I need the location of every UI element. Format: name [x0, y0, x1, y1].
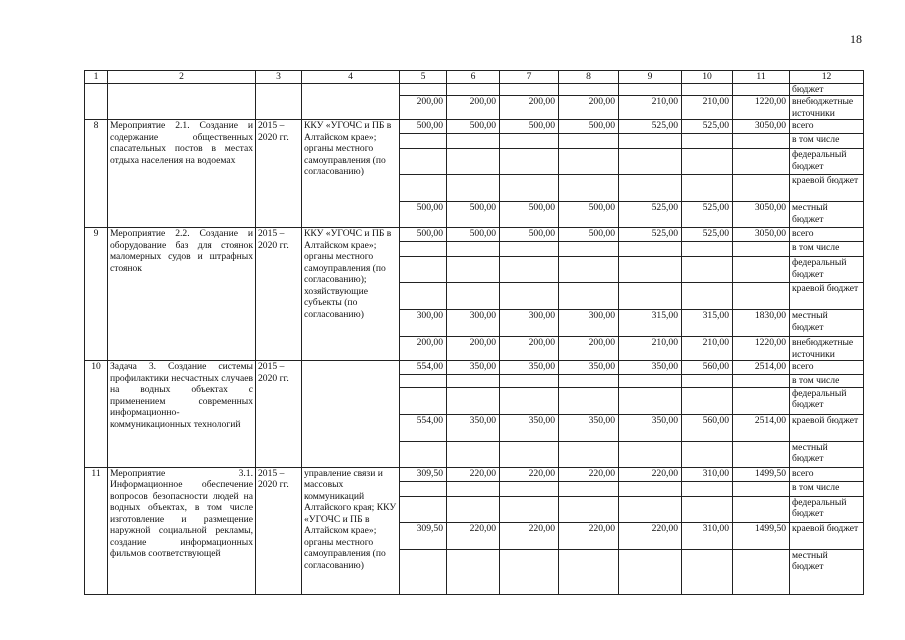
source-cell: всего: [790, 120, 864, 134]
page-number: 18: [850, 32, 862, 46]
column-number: 1: [85, 71, 108, 84]
amount-cell: 200,00: [559, 337, 619, 361]
amount-cell: [619, 149, 682, 175]
amount-cell: [619, 83, 682, 96]
amount-cell: [400, 549, 447, 594]
amount-cell: [559, 134, 619, 149]
column-number: 7: [500, 71, 559, 84]
amount-cell: 300,00: [447, 310, 500, 337]
source-cell: в том числе: [790, 481, 864, 496]
amount-cell: [733, 242, 790, 257]
amount-cell: [733, 257, 790, 283]
source-cell: федеральный бюджет: [790, 149, 864, 175]
column-number: 12: [790, 71, 864, 84]
amount-cell: [447, 283, 500, 310]
amount-cell: 220,00: [619, 522, 682, 549]
amount-cell: [682, 496, 733, 522]
amount-cell: 350,00: [447, 414, 500, 441]
amount-cell: 1499,50: [733, 522, 790, 549]
source-cell: местный бюджет: [790, 441, 864, 467]
amount-cell: 310,00: [682, 467, 733, 481]
amount-cell: [559, 175, 619, 202]
source-cell: федеральный бюджет: [790, 257, 864, 283]
source-cell: федеральный бюджет: [790, 496, 864, 522]
amount-cell: [447, 387, 500, 414]
amount-cell: [500, 549, 559, 594]
amount-cell: 554,00: [400, 361, 447, 375]
amount-cell: 315,00: [682, 310, 733, 337]
activity-name: Мероприятие 2.1. Создание и содержание общественных спасательных постов в местах отдыха населения на водоемах: [108, 120, 256, 228]
amount-cell: 500,00: [447, 120, 500, 134]
amount-cell: 220,00: [500, 467, 559, 481]
amount-cell: 500,00: [500, 228, 559, 242]
source-cell: краевой бюджет: [790, 175, 864, 202]
amount-cell: [400, 242, 447, 257]
amount-cell: 300,00: [500, 310, 559, 337]
source-cell: в том числе: [790, 242, 864, 257]
amount-cell: 350,00: [619, 361, 682, 375]
amount-cell: 525,00: [619, 202, 682, 228]
amount-cell: [619, 481, 682, 496]
column-number: 6: [447, 71, 500, 84]
amount-cell: [559, 257, 619, 283]
amount-cell: 500,00: [400, 120, 447, 134]
budget-table: [84, 70, 864, 595]
amount-cell: [447, 134, 500, 149]
amount-cell: [733, 83, 790, 96]
amount-cell: [559, 375, 619, 388]
amount-cell: [500, 134, 559, 149]
executor: ККУ «УГОЧС и ПБ в Алтайском крае»; органы местного самоуправления (по согласованию); хозяйствующие субъекты (по согласованию): [302, 228, 400, 361]
row-number: 9: [85, 228, 108, 361]
source-cell: всего: [790, 467, 864, 481]
cont-cell: [256, 83, 302, 120]
amount-cell: [400, 175, 447, 202]
activity-name: Задача 3. Создание системы профилактики несчастных случаев на водных объектах с применением современных информационно-коммуникационных технологий: [108, 361, 256, 468]
amount-cell: 210,00: [619, 96, 682, 120]
amount-cell: [733, 175, 790, 202]
source-cell: в том числе: [790, 375, 864, 388]
cont-cell: [85, 83, 108, 120]
amount-cell: [447, 481, 500, 496]
table-row: [85, 361, 864, 375]
amount-cell: [619, 257, 682, 283]
amount-cell: 525,00: [682, 228, 733, 242]
amount-cell: [447, 242, 500, 257]
activity-name: Мероприятие 2.2. Создание и оборудование баз для стоянок маломерных судов и штрафных стоянок: [108, 228, 256, 361]
amount-cell: [500, 83, 559, 96]
amount-cell: 500,00: [447, 228, 500, 242]
amount-cell: 309,50: [400, 467, 447, 481]
amount-cell: [559, 149, 619, 175]
period: 2015 – 2020 гг.: [256, 467, 302, 594]
source-cell: внебюджетные источники: [790, 337, 864, 361]
amount-cell: 350,00: [559, 414, 619, 441]
column-number: 9: [619, 71, 682, 84]
amount-cell: 1499,50: [733, 467, 790, 481]
amount-cell: [400, 387, 447, 414]
table-row: [85, 228, 864, 242]
source-cell: местный бюджет: [790, 549, 864, 594]
column-number: 3: [256, 71, 302, 84]
amount-cell: [500, 441, 559, 467]
amount-cell: 210,00: [619, 337, 682, 361]
cont-cell: [302, 83, 400, 120]
amount-cell: 300,00: [559, 310, 619, 337]
amount-cell: [682, 387, 733, 414]
amount-cell: [500, 387, 559, 414]
amount-cell: [682, 549, 733, 594]
column-number: 8: [559, 71, 619, 84]
amount-cell: [619, 134, 682, 149]
amount-cell: [733, 496, 790, 522]
amount-cell: 500,00: [400, 202, 447, 228]
amount-cell: 560,00: [682, 361, 733, 375]
amount-cell: 210,00: [682, 96, 733, 120]
amount-cell: 200,00: [447, 96, 500, 120]
amount-cell: 2514,00: [733, 414, 790, 441]
amount-cell: [500, 257, 559, 283]
period: 2015 – 2020 гг.: [256, 120, 302, 228]
source-cell: краевой бюджет: [790, 283, 864, 310]
amount-cell: [500, 175, 559, 202]
amount-cell: [682, 242, 733, 257]
amount-cell: 3050,00: [733, 228, 790, 242]
amount-cell: [400, 481, 447, 496]
amount-cell: 220,00: [559, 467, 619, 481]
source-cell: внебюджетные источники: [790, 96, 864, 120]
source-cell: краевой бюджет: [790, 414, 864, 441]
amount-cell: [400, 283, 447, 310]
amount-cell: [733, 149, 790, 175]
amount-cell: 200,00: [447, 337, 500, 361]
amount-cell: [619, 496, 682, 522]
executor: управление связи и массовых коммуникаций Алтайского края; ККУ «УГОЧС и ПБ в Алтайском крае»; органы местного самоуправления (по согласованию): [302, 467, 400, 594]
column-number: 2: [108, 71, 256, 84]
amount-cell: 560,00: [682, 414, 733, 441]
amount-cell: [500, 496, 559, 522]
amount-cell: [559, 242, 619, 257]
amount-cell: [447, 375, 500, 388]
column-number: 5: [400, 71, 447, 84]
amount-cell: 200,00: [400, 337, 447, 361]
amount-cell: 315,00: [619, 310, 682, 337]
amount-cell: 500,00: [559, 202, 619, 228]
amount-cell: [733, 387, 790, 414]
amount-cell: [447, 257, 500, 283]
amount-cell: [619, 175, 682, 202]
amount-cell: 200,00: [500, 96, 559, 120]
amount-cell: [400, 149, 447, 175]
amount-cell: [682, 481, 733, 496]
amount-cell: [682, 375, 733, 388]
amount-cell: 200,00: [500, 337, 559, 361]
amount-cell: [500, 149, 559, 175]
amount-cell: [619, 549, 682, 594]
amount-cell: [619, 242, 682, 257]
amount-cell: [619, 375, 682, 388]
period: 2015 – 2020 гг.: [256, 361, 302, 468]
table-row: [85, 120, 864, 134]
header-row: [85, 71, 864, 84]
amount-cell: 2514,00: [733, 361, 790, 375]
amount-cell: [559, 496, 619, 522]
amount-cell: 3050,00: [733, 202, 790, 228]
amount-cell: [559, 549, 619, 594]
amount-cell: [559, 387, 619, 414]
amount-cell: 525,00: [682, 120, 733, 134]
amount-cell: 300,00: [400, 310, 447, 337]
amount-cell: 220,00: [500, 522, 559, 549]
amount-cell: 500,00: [500, 120, 559, 134]
amount-cell: 310,00: [682, 522, 733, 549]
amount-cell: [619, 283, 682, 310]
amount-cell: 309,50: [400, 522, 447, 549]
amount-cell: [733, 375, 790, 388]
amount-cell: 350,00: [447, 361, 500, 375]
amount-cell: [733, 549, 790, 594]
executor: [302, 361, 400, 468]
amount-cell: [682, 441, 733, 467]
amount-cell: [682, 257, 733, 283]
activity-name: Мероприятие 3.1. Информационное обеспечение вопросов безопасности людей на водных объектах, в том числе изготовление и размещение наружной социальной рекламы, создание информационных фильмов соответствующей: [108, 467, 256, 594]
table-row: [85, 83, 864, 96]
row-number: 10: [85, 361, 108, 468]
amount-cell: [400, 257, 447, 283]
amount-cell: 220,00: [559, 522, 619, 549]
amount-cell: 1220,00: [733, 96, 790, 120]
source-cell: всего: [790, 228, 864, 242]
source-cell: местный бюджет: [790, 310, 864, 337]
amount-cell: [733, 283, 790, 310]
amount-cell: 350,00: [559, 361, 619, 375]
amount-cell: [500, 481, 559, 496]
amount-cell: 500,00: [559, 228, 619, 242]
amount-cell: [682, 175, 733, 202]
source-cell: бюджет: [790, 83, 864, 96]
amount-cell: 1220,00: [733, 337, 790, 361]
amount-cell: 500,00: [400, 228, 447, 242]
cont-cell: [108, 83, 256, 120]
column-number: 11: [733, 71, 790, 84]
amount-cell: [400, 441, 447, 467]
amount-cell: [682, 149, 733, 175]
amount-cell: [400, 83, 447, 96]
amount-cell: [447, 549, 500, 594]
amount-cell: 200,00: [400, 96, 447, 120]
amount-cell: [400, 496, 447, 522]
amount-cell: 500,00: [559, 120, 619, 134]
source-cell: местный бюджет: [790, 202, 864, 228]
source-cell: краевой бюджет: [790, 522, 864, 549]
amount-cell: [400, 375, 447, 388]
amount-cell: [682, 83, 733, 96]
table-row: [85, 467, 864, 481]
amount-cell: [559, 283, 619, 310]
amount-cell: [400, 134, 447, 149]
amount-cell: 200,00: [559, 96, 619, 120]
amount-cell: 220,00: [619, 467, 682, 481]
amount-cell: 525,00: [619, 228, 682, 242]
amount-cell: [619, 441, 682, 467]
row-number: 11: [85, 467, 108, 594]
amount-cell: [447, 441, 500, 467]
amount-cell: [733, 134, 790, 149]
source-cell: в том числе: [790, 134, 864, 149]
amount-cell: [500, 283, 559, 310]
amount-cell: 525,00: [682, 202, 733, 228]
amount-cell: [733, 441, 790, 467]
amount-cell: 525,00: [619, 120, 682, 134]
row-number: 8: [85, 120, 108, 228]
amount-cell: 500,00: [447, 202, 500, 228]
amount-cell: 350,00: [500, 361, 559, 375]
source-cell: федеральный бюджет: [790, 387, 864, 414]
amount-cell: [447, 496, 500, 522]
amount-cell: 210,00: [682, 337, 733, 361]
amount-cell: [559, 83, 619, 96]
amount-cell: 554,00: [400, 414, 447, 441]
source-cell: всего: [790, 361, 864, 375]
amount-cell: 220,00: [447, 467, 500, 481]
amount-cell: [447, 175, 500, 202]
amount-cell: [500, 242, 559, 257]
column-number: 10: [682, 71, 733, 84]
amount-cell: 1830,00: [733, 310, 790, 337]
amount-cell: [559, 441, 619, 467]
amount-cell: [619, 387, 682, 414]
amount-cell: 3050,00: [733, 120, 790, 134]
amount-cell: [682, 134, 733, 149]
amount-cell: 220,00: [447, 522, 500, 549]
amount-cell: [682, 283, 733, 310]
amount-cell: [447, 149, 500, 175]
amount-cell: [733, 481, 790, 496]
amount-cell: [447, 83, 500, 96]
period: 2015 – 2020 гг.: [256, 228, 302, 361]
amount-cell: 500,00: [500, 202, 559, 228]
amount-cell: [500, 375, 559, 388]
amount-cell: 350,00: [619, 414, 682, 441]
amount-cell: 350,00: [500, 414, 559, 441]
column-number: 4: [302, 71, 400, 84]
amount-cell: [559, 481, 619, 496]
executor: ККУ «УГОЧС и ПБ в Алтайском крае»; органы местного самоуправления (по согласованию): [302, 120, 400, 228]
